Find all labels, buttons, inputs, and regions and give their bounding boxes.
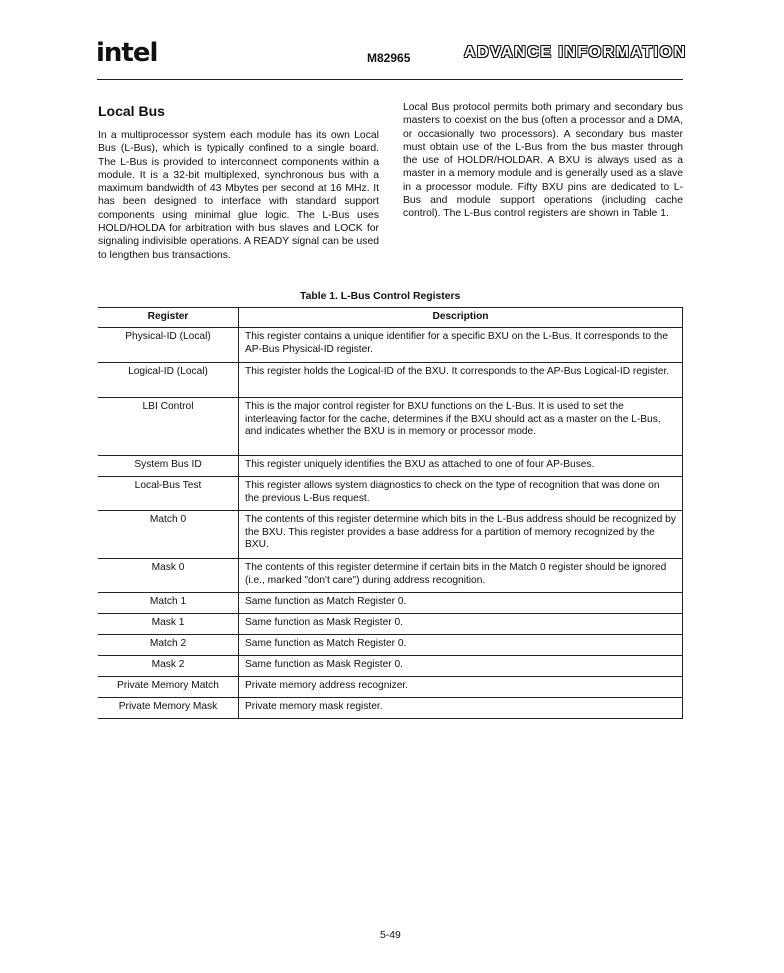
register-description: This register allows system diagnostics to check on the type of recognition that was done on the previous L-Bus request.	[239, 477, 683, 511]
header-divider	[97, 79, 683, 80]
table-row	[98, 328, 683, 363]
register-name: Mask 1	[98, 614, 239, 635]
table-row	[98, 363, 683, 398]
table-row	[98, 398, 683, 456]
register-description: Same function as Match Register 0.	[239, 635, 683, 656]
register-description: This register holds the Logical-ID of the BXU. It corresponds to the AP-Bus Logical-ID register.	[239, 363, 683, 398]
column-header-description: Description	[239, 308, 683, 328]
register-description: Private memory mask register.	[239, 698, 683, 719]
register-name: Private Memory Match	[98, 677, 239, 698]
left-column-paragraph: In a multiprocessor system each module has its own Local Bus (L-Bus), which is typically confined to a single board. The L-Bus is provided to interconnect components within a module. It is a 32-bit multiplexed, synchronous bus with a maximum bandwidth of 43 Mbytes per second at 16 MHz. It has been designed to interface with standard support components using minimal glue logic. The L-Bus uses HOLD/HOLDA for arbitration with bus slaves and LOCK for signaling indivisible operations. A READY signal can be used to lengthen bus transactions.	[98, 130, 379, 261]
section-heading: Local Bus	[98, 103, 165, 119]
table-row	[98, 559, 683, 593]
register-name: Match 0	[98, 511, 239, 559]
register-description: Same function as Match Register 0.	[239, 593, 683, 614]
column-header-register: Register	[98, 308, 239, 328]
register-name: System Bus ID	[98, 456, 239, 477]
register-name: LBI Control	[98, 398, 239, 456]
register-description: This register uniquely identifies the BXU as attached to one of four AP-Buses.	[239, 456, 683, 477]
table-row	[98, 656, 683, 677]
part-number: M82965	[367, 51, 411, 65]
register-description: Same function as Mask Register 0.	[239, 656, 683, 677]
register-name: Match 2	[98, 635, 239, 656]
page-number: 5-49	[380, 930, 401, 941]
right-column-paragraph: Local Bus protocol permits both primary and secondary bus masters to coexist on the bus (often a processor and a DMA, or occasionally two processors). A secondary bus master must obtain use of the L-Bus from the bus master through the use of HOLDR/HOLDAR. A BXU is always used as a master in a memory module and is generally used as a slave in a processor module. Fifty BXU pins are dedicated to L-Bus and module support operations (including cache control). The L-Bus control registers are shown in Table 1.	[403, 102, 683, 220]
register-description: This register contains a unique identifier for a specific BXU on the L-Bus. It corresponds to the AP-Bus Physical-ID register.	[239, 328, 683, 363]
table-row	[98, 511, 683, 559]
register-name: Mask 2	[98, 656, 239, 677]
table-row	[98, 614, 683, 635]
register-name: Private Memory Mask	[98, 698, 239, 719]
table-row	[98, 677, 683, 698]
table-row	[98, 477, 683, 511]
register-name: Mask 0	[98, 559, 239, 593]
advance-information-banner: ADVANCE INFORMATION	[464, 44, 687, 61]
table-row	[98, 593, 683, 614]
table-row	[98, 698, 683, 719]
register-description: The contents of this register determine if certain bits in the Match 0 register should be ignored (i.e., marked "don't care") during address recognition.	[239, 559, 683, 593]
register-description: Private memory address recognizer.	[239, 677, 683, 698]
table-row	[98, 456, 683, 477]
register-name: Physical-ID (Local)	[98, 328, 239, 363]
register-description: Same function as Mask Register 0.	[239, 614, 683, 635]
register-description: This is the major control register for BXU functions on the L-Bus. It is used to set the interleaving factor for the cache, determines if the BXU should act as a master on the L-Bus, and indicates whether the BXU is in memory or processor mode.	[239, 398, 683, 456]
table-title: Table 1. L-Bus Control Registers	[300, 291, 461, 302]
register-name: Match 1	[98, 593, 239, 614]
lbus-control-registers-table	[98, 307, 683, 719]
register-name: Local-Bus Test	[98, 477, 239, 511]
table-row	[98, 635, 683, 656]
register-name: Logical-ID (Local)	[98, 363, 239, 398]
intel-logo: intel	[96, 38, 158, 68]
table-header-row	[98, 308, 683, 328]
register-description: The contents of this register determine which bits in the L-Bus address should be recognized by the BXU. This register provides a base address for a partition of memory recognized by the BXU.	[239, 511, 683, 559]
